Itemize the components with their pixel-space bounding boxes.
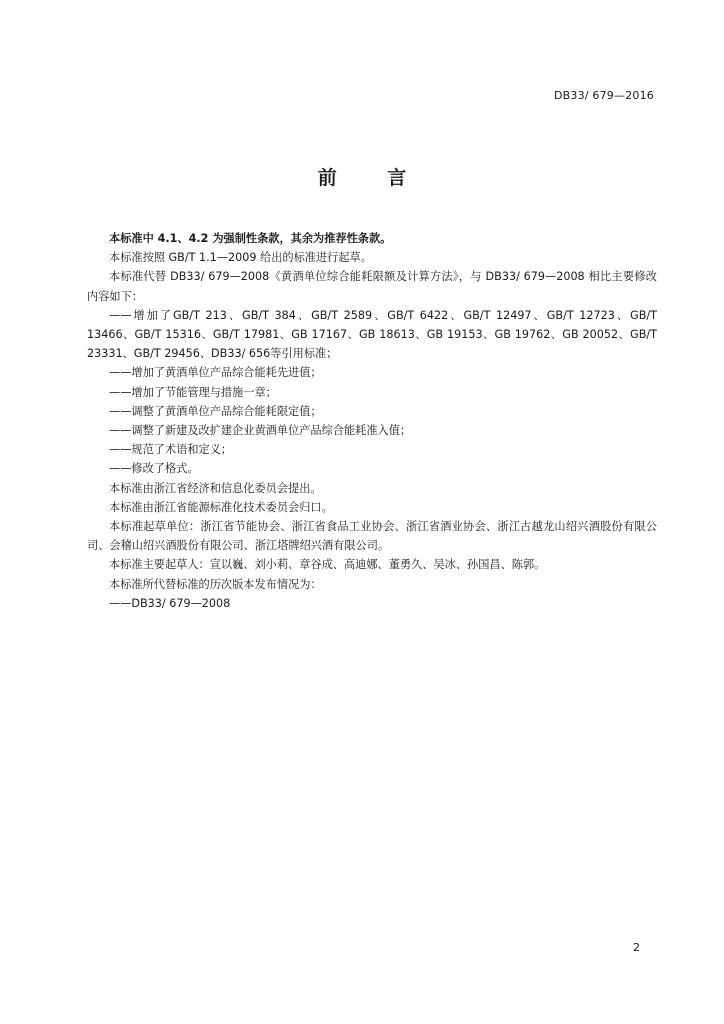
paragraph-drafting-rules: 本标准按照 GB/T 1.1—2009 给出的标准进行起草。	[109, 251, 372, 265]
paragraph-proposer: 本标准由浙江省经济和信息化委员会提出。	[109, 481, 322, 495]
paragraph-version-history: 本标准所代替标准的历次版本发布情况为：	[109, 577, 322, 591]
change-item-management-chapter: ——增加了节能管理与措施一章；	[109, 385, 277, 399]
change-item-access-value: ——调整了新建及改扩建企业黄酒单位产品综合能耗准入值；	[109, 424, 412, 438]
change-item-limit-value: ——调整了黄酒单位产品综合能耗限定值；	[109, 404, 322, 418]
change-item-references: ——增加了GB/T 213、GB/T 384、GB/T 2589、GB/T 6422、GB/T 12497、GB/T 12723、GB/T 13466、GB/T 15316、GB/T 17981、GB 17167、GB 18613、GB 19153、GB 19762、GB 20052、GB/T 23331、GB/T 29456、DB33/ 656等引用标准；	[87, 308, 657, 361]
foreword-body	[87, 229, 657, 613]
document-code: DB33/ 679—2016	[553, 89, 654, 102]
change-item-advanced-value: ——增加了黄酒单位产品综合能耗先进值；	[109, 366, 322, 380]
page-number: 2	[633, 941, 640, 954]
change-item-terms: ——规范了术语和定义；	[109, 443, 233, 457]
paragraph-replacement: 本标准代替 DB33/ 679—2008《黄酒单位综合能耗限额及计算方法》，与 DB33/ 679—2008 相比主要修改内容如下：	[87, 270, 657, 303]
paragraph-administrator: 本标准由浙江省能源标准化技术委员会归口。	[109, 500, 333, 514]
page-title: 前 言	[317, 167, 429, 189]
paragraph-drafting-units: 本标准起草单位：浙江省节能协会、浙江省食品工业协会、浙江省酒业协会、浙江古越龙山绍兴酒股份有限公司、会稽山绍兴酒股份有限公司、浙江塔牌绍兴酒有限公司。	[87, 520, 657, 553]
version-item-2008: ——DB33/ 679—2008	[109, 596, 231, 610]
paragraph-drafters: 本标准主要起草人：宣以巍、刘小莉、章谷成、高迪娜、董勇久、吴冰、孙国昌、陈郭。	[109, 558, 546, 572]
paragraph-mandatory-clauses: 本标准中 4.1、4.2 为强制性条款，其余为推荐性条款。	[109, 232, 392, 245]
change-item-format: ——修改了格式。	[109, 462, 199, 476]
